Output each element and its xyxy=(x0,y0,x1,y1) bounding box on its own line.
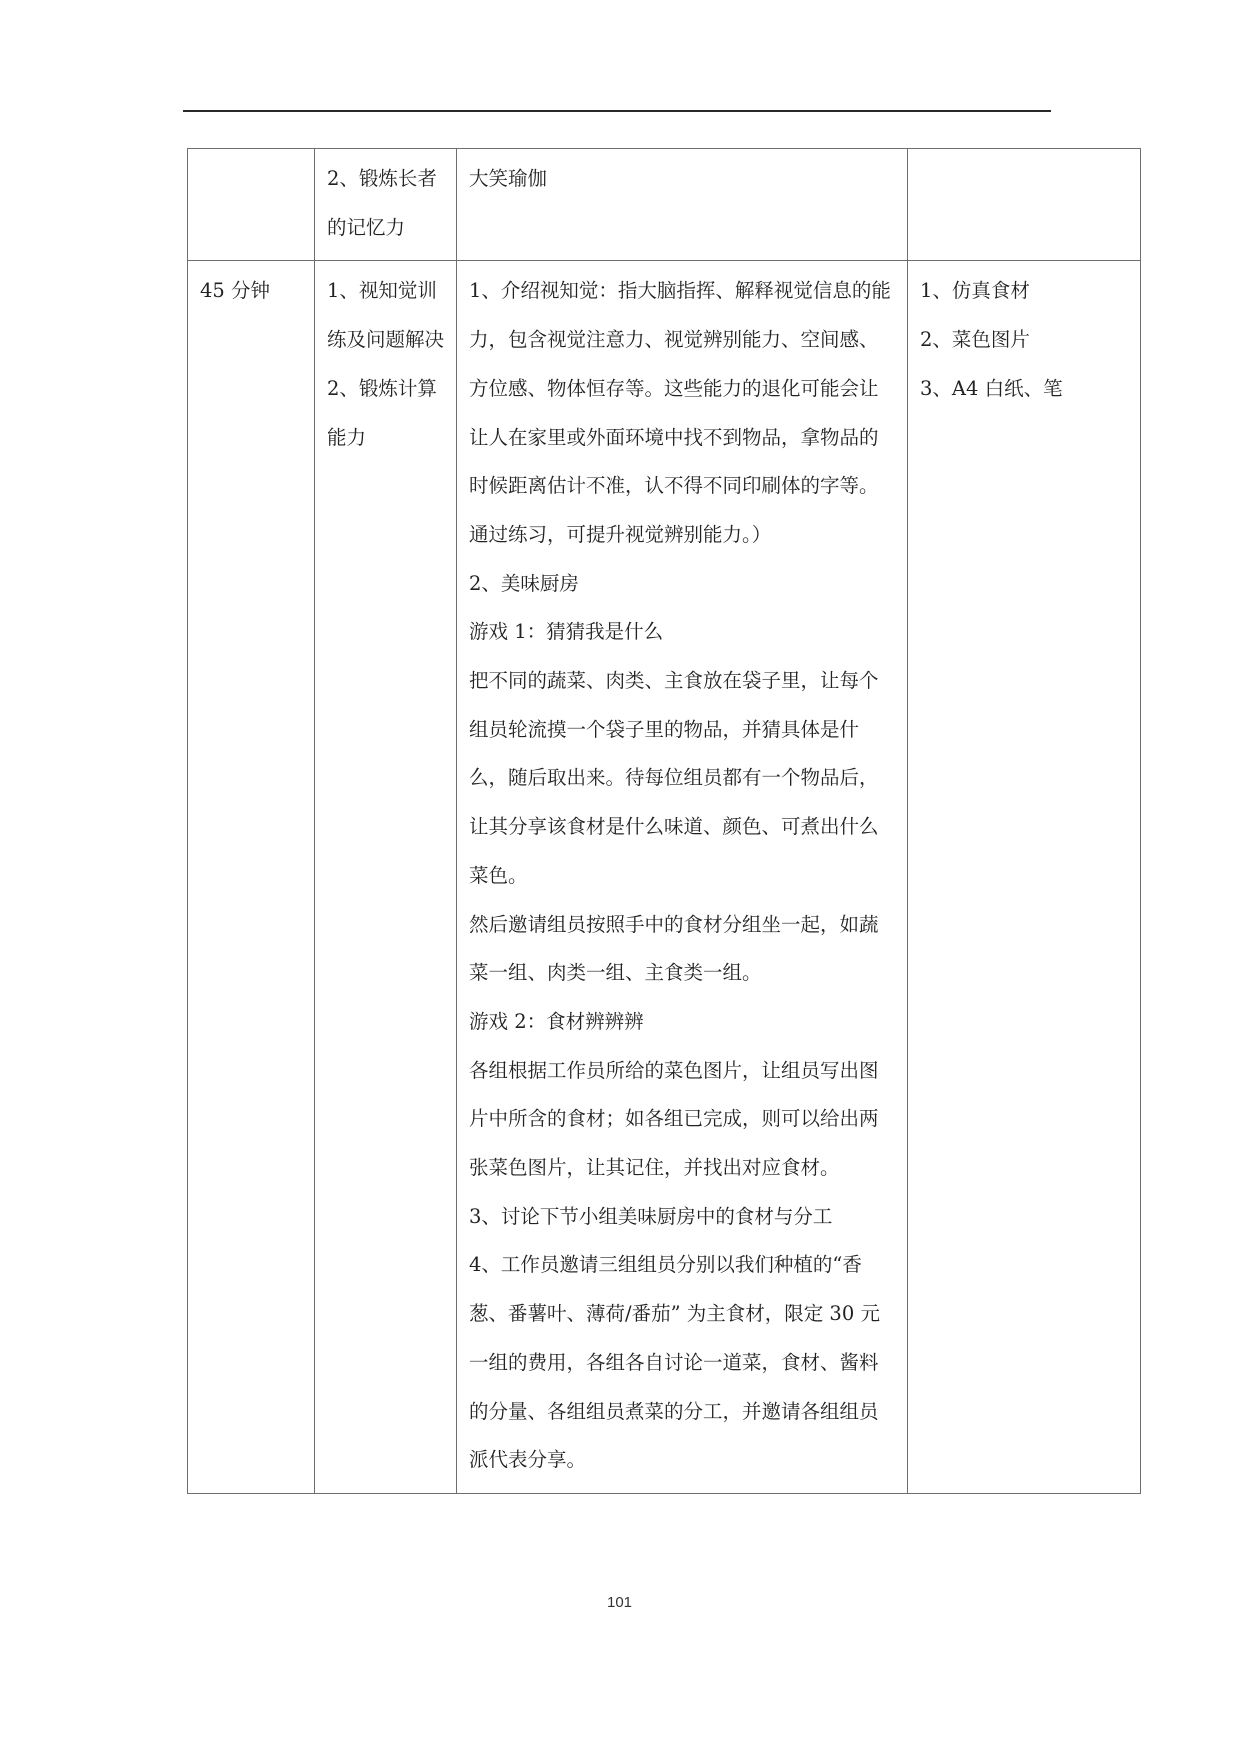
time-cell xyxy=(188,149,315,261)
header-rule xyxy=(183,110,1051,112)
content-paragraph: 游戏 1：猜猜我是什么 xyxy=(469,620,664,644)
materials-cell xyxy=(908,261,1141,1494)
content-paragraph: 各组根据工作员所给的菜色图片，让组员写出图片中所含的食材；如各组已完成，则可以给出两张菜色图片，让其记住，并找出对应食材。 xyxy=(469,1058,879,1180)
materials-cell xyxy=(908,149,1141,261)
page-number: 101 xyxy=(606,1594,633,1611)
goals-cell xyxy=(315,261,457,1494)
content-paragraph: 大笑瑜伽 xyxy=(469,167,548,190)
material-item: 3、A4 白纸、笔 xyxy=(920,376,1063,400)
goals-cell xyxy=(315,149,457,261)
table-row xyxy=(188,261,1141,1494)
time-text: 45 分钟 xyxy=(200,279,271,303)
content-paragraph: 把不同的蔬菜、肉类、主食放在袋子里，让每个组员轮流摸一个袋子里的物品，并猜具体是什么，随后取出来。待每位组员都有一个物品后，让其分享该食材是什么味道、颜色、可煮出什么菜色。 xyxy=(469,669,879,887)
content-cell xyxy=(457,149,908,261)
table-row xyxy=(188,149,1141,261)
content-paragraph: 3、讨论下节小组美味厨房中的食材与分工 xyxy=(469,1204,833,1228)
goal-item: 2、锻炼长者的记忆力 xyxy=(327,167,437,239)
activity-plan-table xyxy=(187,148,1141,1494)
goal-item: 2、锻炼计算能力 xyxy=(327,376,437,449)
content-paragraph: 2、美味厨房 xyxy=(469,571,579,595)
goal-item: 1、视知觉训练及问题解决 xyxy=(327,279,445,352)
content-paragraph: 4、工作员邀请三组组员分别以我们种植的“香葱、番薯叶、薄荷/番茄” 为主食材，限定 30 元一组的费用，各组各自讨论一道菜，食材、酱料的分量、各组组员煮菜的分工，并邀请各组组员派代表分享。 xyxy=(469,1253,880,1472)
content-paragraph: 然后邀请组员按照手中的食材分组坐一起，如蔬菜一组、肉类一组、主食类一组。 xyxy=(469,912,879,985)
content-paragraph: 游戏 2：食材辨辨辨 xyxy=(469,1009,644,1033)
material-item: 2、菜色图片 xyxy=(920,328,1030,352)
time-cell xyxy=(188,261,315,1494)
material-item: 1、仿真食材 xyxy=(920,279,1030,303)
content-cell xyxy=(457,261,908,1494)
content-paragraph: 1、介绍视知觉：指大脑指挥、解释视觉信息的能力，包含视觉注意力、视觉辨别能力、空间感、方位感、物体恒存等。这些能力的退化可能会让让人在家里或外面环境中找不到物品，拿物品的时候距离估计不准，认不得不同印刷体的字等。通过练习，可提升视觉辨别能力。） xyxy=(469,279,891,546)
